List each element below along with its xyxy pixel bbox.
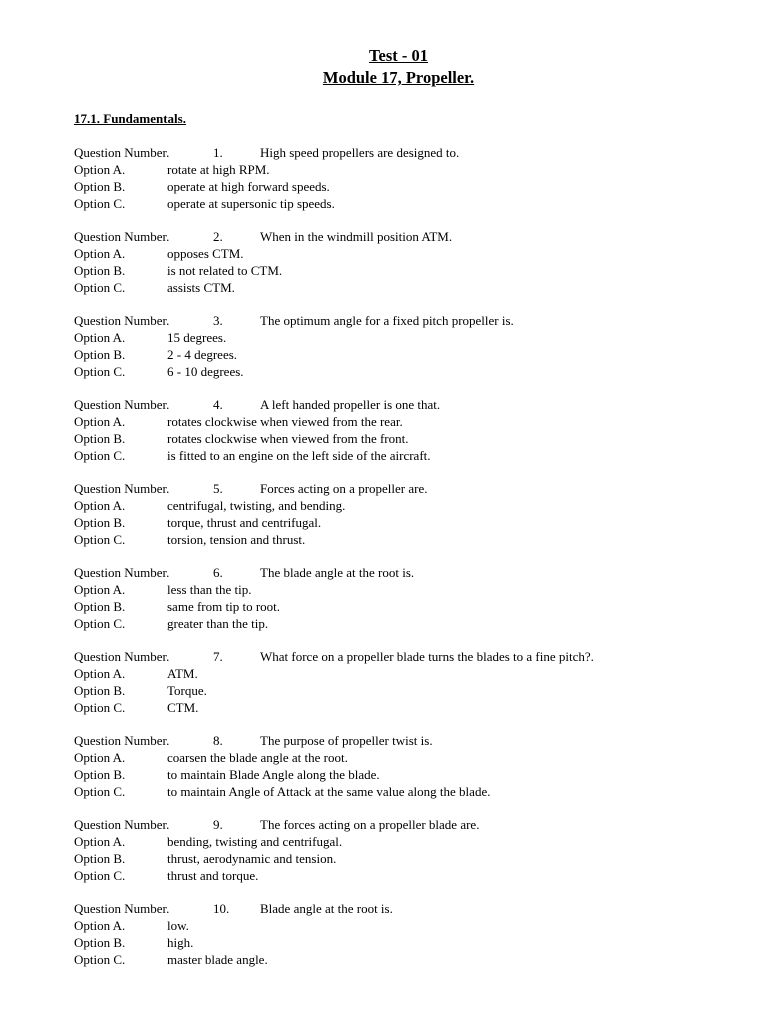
question-line [74,481,754,498]
option-line [74,280,754,297]
question-text: Blade angle at the root is. [260,901,393,916]
option-line [74,784,754,801]
section-heading: 17.1. Fundamentals. [74,111,186,126]
option-label: Option C. [74,279,126,295]
question-label: Question Number. [74,733,170,748]
question-number: 6. [213,565,223,580]
option-label: Option B. [74,850,126,866]
question-label: Question Number. [74,817,170,832]
question-label: Question Number. [74,313,170,328]
document-title: Test - 01 [369,46,428,65]
option-text: to maintain Blade Angle along the blade. [167,766,380,782]
option-label: Option A. [74,161,126,177]
question-number: 10. [213,901,230,916]
option-label: Option B. [74,346,126,362]
option-text: 6 - 10 degrees. [167,363,244,379]
question-number: 4. [213,397,223,412]
question-block [74,313,754,381]
option-line [74,582,754,599]
option-line [74,498,754,515]
option-line [74,834,754,851]
option-text: rotate at high RPM. [167,161,270,177]
option-label: Option A. [74,749,126,765]
option-line [74,532,754,549]
option-label: Option B. [74,430,126,446]
option-text: thrust and torque. [167,867,259,883]
option-line [74,683,754,700]
option-label: Option A. [74,329,126,345]
question-text: A left handed propeller is one that. [260,397,441,412]
question-line [74,817,754,834]
question-label: Question Number. [74,145,170,160]
question-label: Question Number. [74,565,170,580]
question-text: The optimum angle for a fixed pitch propeller is. [260,313,514,328]
option-label: Option C. [74,951,126,967]
option-text: centrifugal, twisting, and bending. [167,497,346,513]
option-line [74,515,754,532]
question-block [74,145,754,213]
option-text: high. [167,934,194,950]
option-text: torque, thrust and centrifugal. [167,514,322,530]
option-label: Option B. [74,178,126,194]
option-label: Option C. [74,615,126,631]
option-label: Option C. [74,447,126,463]
question-label: Question Number. [74,649,170,664]
question-block [74,733,754,801]
option-text: thrust, aerodynamic and tension. [167,850,337,866]
option-text: greater than the tip. [167,615,269,631]
option-line [74,330,754,347]
question-number: 9. [213,817,223,832]
question-line [74,229,754,246]
option-text: Torque. [167,682,207,698]
option-label: Option C. [74,783,126,799]
question-block [74,901,754,969]
option-line [74,414,754,431]
question-label: Question Number. [74,901,170,916]
option-line [74,750,754,767]
option-text: is not related to CTM. [167,262,283,278]
question-label: Question Number. [74,229,170,244]
question-text: The forces acting on a propeller blade are. [260,817,480,832]
option-text: low. [167,917,189,933]
option-line [74,868,754,885]
question-block [74,649,754,717]
option-line [74,700,754,717]
option-text: is fitted to an engine on the left side of the aircraft. [167,447,431,463]
option-label: Option C. [74,531,126,547]
option-label: Option B. [74,598,126,614]
question-number: 1. [213,145,223,160]
question-line [74,565,754,582]
question-text: High speed propellers are designed to. [260,145,460,160]
option-text: rotates clockwise when viewed from the rear. [167,413,403,429]
question-number: 2. [213,229,223,244]
option-text: same from tip to root. [167,598,281,614]
question-number: 8. [213,733,223,748]
option-line [74,179,754,196]
option-text: 15 degrees. [167,329,227,345]
question-line [74,313,754,330]
question-line [74,145,754,162]
option-label: Option C. [74,867,126,883]
option-label: Option B. [74,682,126,698]
question-line [74,901,754,918]
question-text: What force on a propeller blade turns the blades to a fine pitch?. [260,649,594,664]
question-line [74,733,754,750]
option-line [74,431,754,448]
option-text: ATM. [167,665,198,681]
option-line [74,918,754,935]
option-line [74,851,754,868]
option-line [74,952,754,969]
option-text: rotates clockwise when viewed from the front. [167,430,409,446]
question-block [74,565,754,633]
option-line [74,935,754,952]
question-text: Forces acting on a propeller are. [260,481,428,496]
option-line [74,448,754,465]
option-label: Option A. [74,497,126,513]
question-line [74,649,754,666]
option-text: to maintain Angle of Attack at the same value along the blade. [167,783,491,799]
option-line [74,767,754,784]
question-block [74,817,754,885]
option-label: Option B. [74,766,126,782]
option-text: 2 - 4 degrees. [167,346,238,362]
question-line [74,397,754,414]
question-number: 5. [213,481,223,496]
option-line [74,666,754,683]
question-label: Question Number. [74,481,170,496]
option-line [74,616,754,633]
question-text: When in the windmill position ATM. [260,229,453,244]
option-label: Option A. [74,917,126,933]
option-line [74,263,754,280]
option-text: opposes CTM. [167,245,244,261]
option-label: Option A. [74,833,126,849]
question-number: 7. [213,649,223,664]
option-text: coarsen the blade angle at the root. [167,749,348,765]
option-label: Option B. [74,514,126,530]
option-line [74,347,754,364]
option-label: Option B. [74,934,126,950]
module-title: Module 17, Propeller. [322,68,475,87]
option-line [74,364,754,381]
option-label: Option A. [74,245,126,261]
option-text: operate at supersonic tip speeds. [167,195,335,211]
option-line [74,246,754,263]
option-label: Option C. [74,195,126,211]
option-text: master blade angle. [167,951,268,967]
question-block [74,229,754,297]
option-text: less than the tip. [167,581,252,597]
option-label: Option C. [74,699,126,715]
option-label: Option A. [74,581,126,597]
question-text: The purpose of propeller twist is. [260,733,433,748]
option-text: CTM. [167,699,199,715]
option-line [74,162,754,179]
option-label: Option C. [74,363,126,379]
question-block [74,481,754,549]
option-text: assists CTM. [167,279,235,295]
question-number: 3. [213,313,223,328]
option-text: bending, twisting and centrifugal. [167,833,343,849]
option-text: operate at high forward speeds. [167,178,330,194]
option-line [74,196,754,213]
option-text: torsion, tension and thrust. [167,531,306,547]
question-label: Question Number. [74,397,170,412]
option-label: Option B. [74,262,126,278]
question-text: The blade angle at the root is. [260,565,415,580]
option-label: Option A. [74,413,126,429]
question-block [74,397,754,465]
option-label: Option A. [74,665,126,681]
option-line [74,599,754,616]
